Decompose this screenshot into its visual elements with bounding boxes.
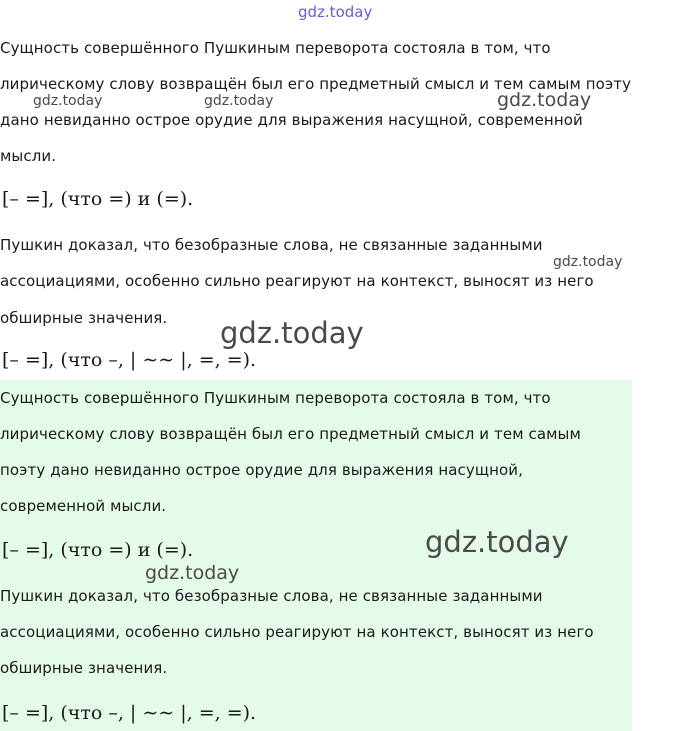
watermark: gdz.today xyxy=(33,93,103,109)
block2-paragraph1-line3: поэту дано невиданно острое орудие для выражения насущной, xyxy=(0,461,523,479)
block2-paragraph1-line4: современной мысли. xyxy=(0,497,167,515)
watermark: gdz.today xyxy=(220,316,364,350)
watermark: gdz.today xyxy=(553,254,623,270)
block2-sentence-scheme-2: [– =], (что –, | ∼∼ |, =, =). xyxy=(2,702,257,724)
block1-paragraph2-line3: обширные значения. xyxy=(0,309,168,327)
block2-paragraph2-line1: Пушкин доказал, что безобразные слова, не связанные заданными xyxy=(0,587,543,605)
block1-sentence-scheme-1: [– =], (что =) и (=). xyxy=(2,188,194,210)
watermark: gdz.today xyxy=(145,562,240,584)
block2-paragraph1-line2: лирическому слову возвращён был его предметный смысл и тем самым xyxy=(0,425,581,443)
block1-paragraph1-line1: Сущность совершённого Пушкиным переворота состояла в том, что xyxy=(0,39,551,57)
block2-paragraph2-line2: ассоциациями, особенно сильно реагируют на контекст, выносят из него xyxy=(0,623,594,641)
block1-paragraph1-line2: лирическому слову возвращён был его предметный смысл и тем самым поэту xyxy=(0,75,632,93)
block1-paragraph1-line4: мысли. xyxy=(0,147,57,165)
block1-paragraph1-line3: дано невиданно острое орудие для выражения насущной, современной xyxy=(0,111,583,129)
block1-paragraph2-line1: Пушкин доказал, что безобразные слова, не связанные заданными xyxy=(0,236,543,254)
block2-sentence-scheme-1: [– =], (что =) и (=). xyxy=(2,539,194,561)
watermark: gdz.today xyxy=(204,93,274,109)
block1-paragraph2-line2: ассоциациями, особенно сильно реагируют на контекст, выносят из него xyxy=(0,272,594,290)
block2-paragraph1-line1: Сущность совершённого Пушкиным переворота состояла в том, что xyxy=(0,389,551,407)
watermark: gdz.today xyxy=(497,89,592,111)
watermark: gdz.today xyxy=(425,525,569,559)
watermark: gdz.today xyxy=(298,3,373,21)
block2-paragraph2-line3: обширные значения. xyxy=(0,659,168,677)
block1-sentence-scheme-2: [– =], (что –, | ∼∼ |, =, =). xyxy=(2,349,257,371)
